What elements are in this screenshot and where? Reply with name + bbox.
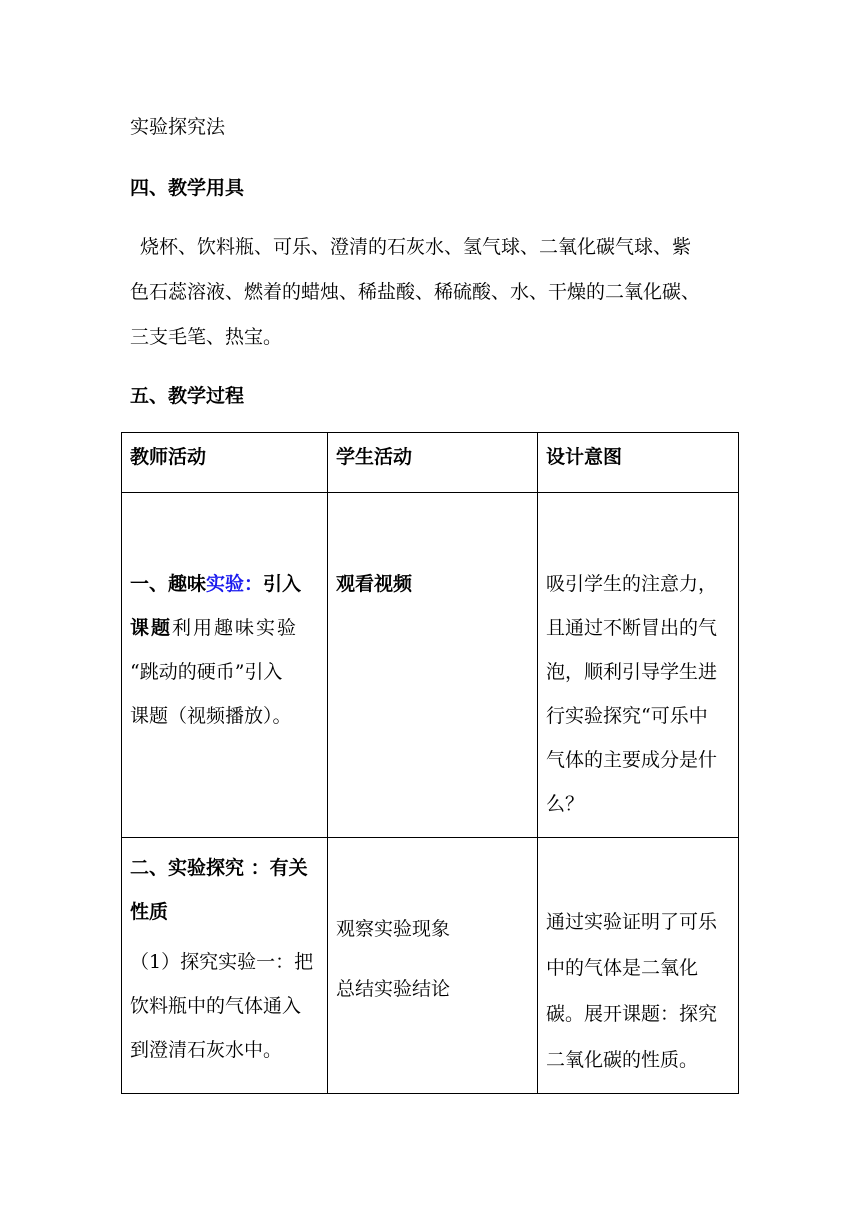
row1-teacher-line2: 课题利用趣味实验 xyxy=(130,617,299,639)
teaching-tools-paragraph xyxy=(130,233,740,368)
teaching-method-text: 实验探究法 xyxy=(130,116,226,138)
tools-line-1: 烧杯、饮料瓶、可乐、澄清的石灰水、氢气球、二氧化碳气球、紫 xyxy=(140,236,692,258)
row1-intent-line: 么？ xyxy=(546,793,585,815)
row1-intent-line: 行实验探究“可乐中 xyxy=(546,705,708,727)
row1-intent-cell xyxy=(538,493,739,838)
row1-student-text: 观看视频 xyxy=(336,573,413,595)
row2-teacher-line: 饮料瓶中的气体通入 xyxy=(130,995,302,1017)
tools-line-2: 色石蕊溶液、燃着的蜡烛、稀盐酸、稀硫酸、水、干燥的二氧化碳、 xyxy=(130,281,701,303)
row2-student-cell xyxy=(328,838,538,1094)
row2-student-line: 总结实验结论 xyxy=(336,978,451,1000)
row2-teacher-cell xyxy=(122,838,328,1094)
row1-teacher-line3: “跳动的硬币”引入 xyxy=(130,661,283,683)
row2-teacher-line: （1）探究实验一：把 xyxy=(130,951,314,973)
row1-intent-line: 且通过不断冒出的气 xyxy=(546,617,718,639)
header-student-activity: 学生活动 xyxy=(328,433,538,493)
row1-intent-line: 泡，顺利引导学生进 xyxy=(546,661,718,683)
row2-intent-line: 二氧化碳的性质。 xyxy=(546,1049,699,1071)
row2-intent-line: 通过实验证明了可乐 xyxy=(546,911,718,933)
row2-teacher-title-2: 性质 xyxy=(130,901,169,923)
row1-teacher-line4: 课题（视频播放）。 xyxy=(130,705,292,727)
row2-teacher-line: 到澄清石灰水中。 xyxy=(130,1039,283,1061)
row2-teacher-title: 二、实验探究 ：有关 xyxy=(130,857,308,879)
tools-line-3: 三支毛笔、热宝。 xyxy=(130,326,283,348)
row2-intent-line: 碳。展开课题：探究 xyxy=(546,1003,718,1025)
header-teacher-activity: 教师活动 xyxy=(122,433,328,493)
table-header-row xyxy=(122,433,739,493)
row1-student-cell xyxy=(328,493,538,838)
header-design-intent: 设计意图 xyxy=(538,433,739,493)
teaching-process-table xyxy=(121,432,739,1094)
row1-intent-line: 吸引学生的注意力， xyxy=(546,573,718,595)
table-row xyxy=(122,493,739,838)
row2-intent-cell xyxy=(538,838,739,1094)
row1-intent-line: 气体的主要成分是什 xyxy=(546,749,718,771)
section-5-heading: 五、教学过程 xyxy=(130,385,245,407)
row2-student-line: 观察实验现象 xyxy=(336,918,451,940)
table-row xyxy=(122,838,739,1094)
section-4-heading: 四、教学用具 xyxy=(130,177,245,199)
row1-teacher-cell xyxy=(122,493,328,838)
row2-intent-line: 中的气体是二氧化 xyxy=(546,957,699,979)
row1-teacher-title: 一、趣味实验：引入 xyxy=(130,573,302,595)
